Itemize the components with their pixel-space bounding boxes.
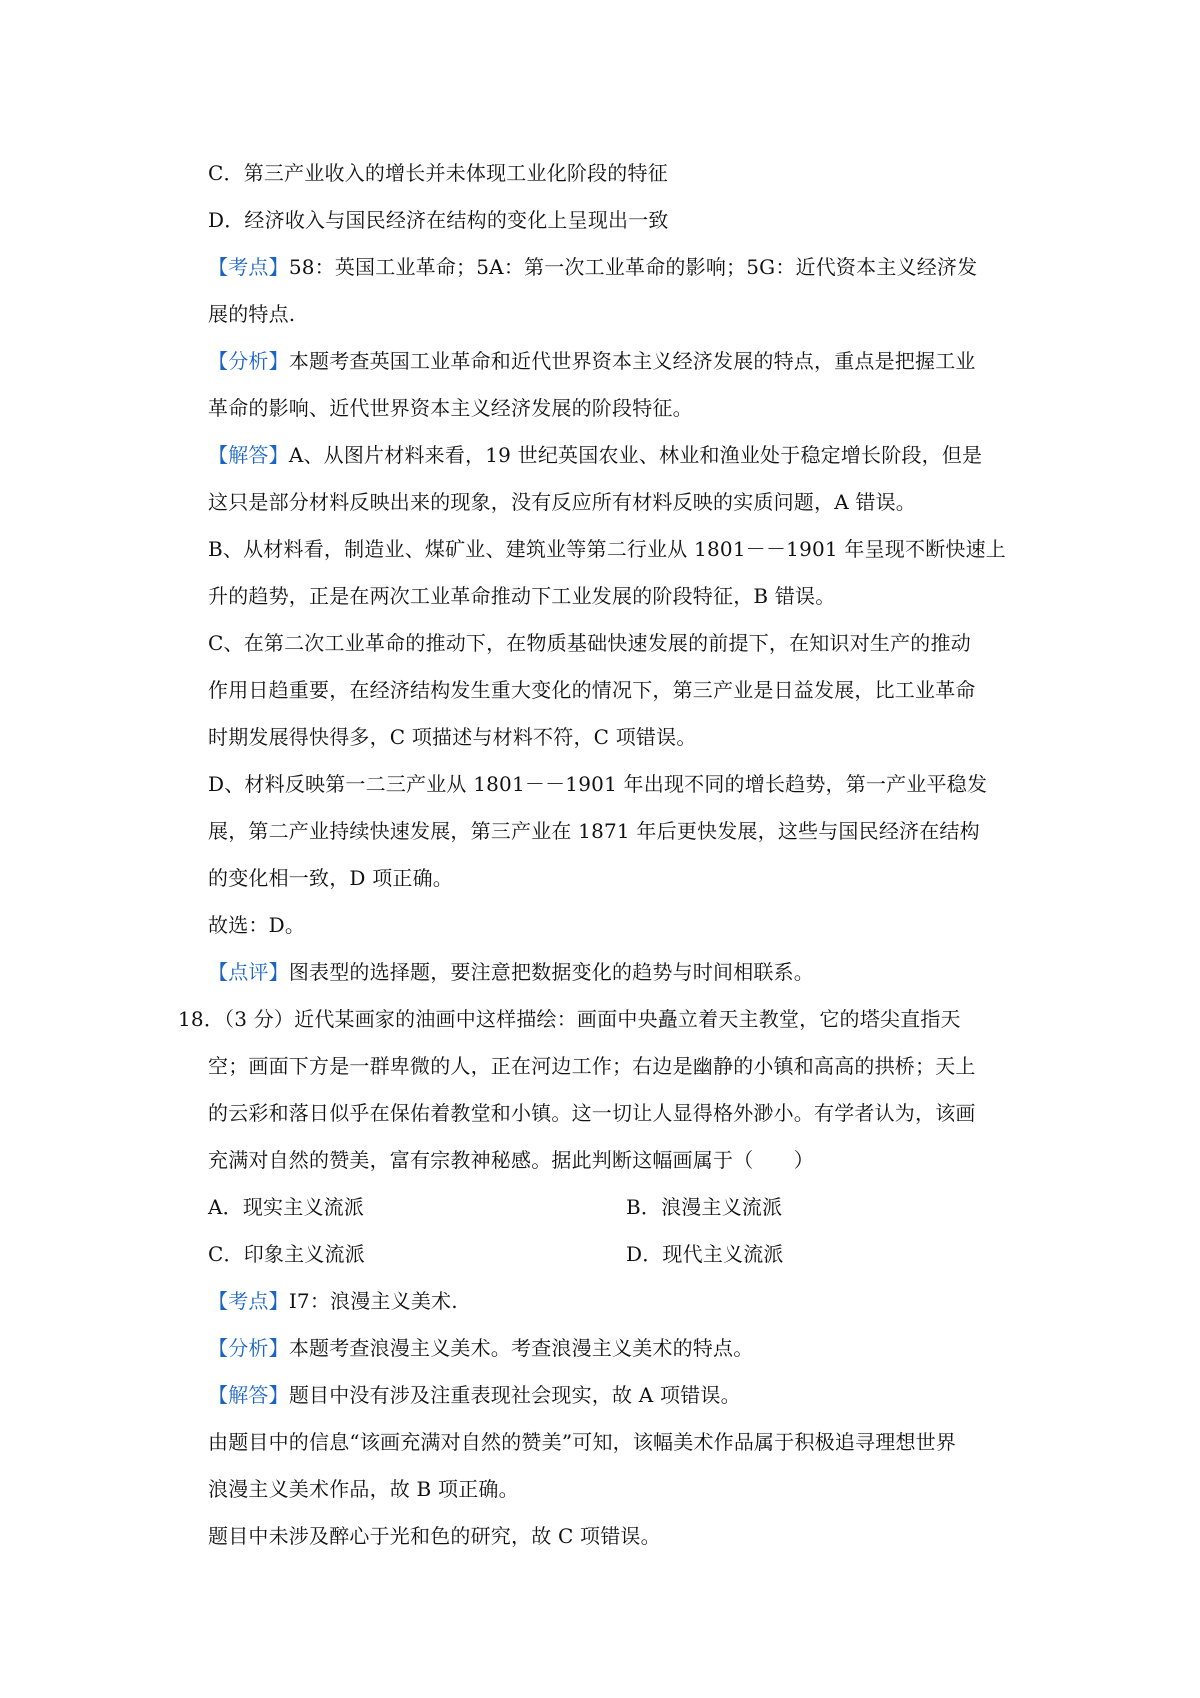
question-18-line-2 [208,1051,1028,1081]
jieda-d-line [208,769,1028,799]
kaodian-line-2 [208,299,1028,329]
jieda-line-2 [208,487,1028,517]
jieda-d-line-2 [208,816,1028,846]
jieda-text-2: 这只是部分材料反映出来的现象，没有反应所有材料反映的实质问题，A 错误。 [208,490,917,514]
question-18-text-4: 充满对自然的赞美，富有宗教神秘感。据此判断这幅画属于（ ） [208,1148,814,1172]
fenxi-tag: 【分析】 [208,349,289,373]
jieda-line [208,440,1028,470]
jieda-c-line [208,628,1028,658]
dianping-text: 图表型的选择题，要注意把数据变化的趋势与时间相联系。 [288,960,815,984]
options-row-2 [208,1239,1028,1269]
kaodian-18-line [208,1286,1028,1316]
jieda-d-text: D、材料反映第一二三产业从 1801－－1901 年出现不同的增长趋势，第一产业平稳发 [208,772,988,796]
fenxi-18-tag: 【分析】 [208,1336,289,1360]
jieda-b-text-2: 升的趋势，正是在两次工业革命推动下工业发展的阶段特征，B 错误。 [208,584,836,608]
fenxi-text-2: 革命的影响、近代世界资本主义经济发展的阶段特征。 [208,396,693,420]
jieda-18-line-3 [208,1474,1028,1504]
jieda-18-text-3: 浪漫主义美术作品，故 B 项正确。 [208,1477,519,1501]
jieda-d-line-3 [208,863,1028,893]
jieda-18-text-2: 由题目中的信息“该画充满对自然的赞美”可知，该幅美术作品属于积极追寻理想世界 [208,1430,957,1454]
fenxi-18-line [208,1333,1028,1363]
jieda-18-text-4: 题目中未涉及醉心于光和色的研究，故 C 项错误。 [208,1524,661,1548]
jieda-b-line [208,534,1028,564]
dianping-tag: 【点评】 [208,960,289,984]
fenxi-text: 本题考查英国工业革命和近代世界资本主义经济发展的特点，重点是把握工业 [288,349,976,373]
jieda-18-tag: 【解答】 [208,1383,289,1407]
jieda-c-text: C、在第二次工业革命的推动下，在物质基础快速发展的前提下，在知识对生产的推动 [208,631,971,655]
fenxi-line [208,346,1028,376]
kaodian-18-tag: 【考点】 [208,1289,289,1313]
option-b: B．浪漫主义流派 [626,1195,783,1219]
option-c-text: C．第三产业收入的增长并未体现工业化阶段的特征 [208,161,668,185]
question-18-text-2: 空；画面下方是一群卑微的人，正在河边工作；右边是幽静的小镇和高高的拱桥；天上 [208,1054,976,1078]
jieda-18-line-4 [208,1521,1028,1551]
jieda-18-line-2 [208,1427,1028,1457]
answer-line [208,910,1028,940]
jieda-c-line-2 [208,675,1028,705]
option-d-text: D．经济收入与国民经济在结构的变化上呈现出一致 [208,208,669,232]
question-18-line-4 [208,1145,1028,1175]
option-a: A．现实主义流派 [208,1195,365,1219]
option-d: D．现代主义流派 [626,1242,784,1266]
option-d-line [208,205,1028,235]
question-18-text: 18．（3 分）近代某画家的油画中这样描绘：画面中央矗立着天主教堂，它的塔尖直指天 [178,1007,961,1031]
jieda-d-text-2: 展，第二产业持续快速发展，第三产业在 1871 年后更快发展，这些与国民经济在结构 [208,819,980,843]
options-row-1 [208,1192,1028,1222]
jieda-text: A、从图片材料来看，19 世纪英国农业、林业和渔业处于稳定增长阶段，但是 [288,443,983,467]
jieda-d-text-3: 的变化相一致，D 项正确。 [208,866,453,890]
kaodian-text-2: 展的特点. [208,302,296,326]
kaodian-18-text: I7：浪漫主义美术. [288,1289,458,1313]
kaodian-tag: 【考点】 [208,255,289,279]
question-18-text-3: 的云彩和落日似乎在保佑着教堂和小镇。这一切让人显得格外渺小。有学者认为，该画 [208,1101,976,1125]
option-c: C．印象主义流派 [208,1242,365,1266]
jieda-c-text-2: 作用日趋重要，在经济结构发生重大变化的情况下，第三产业是日益发展，比工业革命 [208,678,976,702]
dianping-line [208,957,1028,987]
jieda-18-text: 题目中没有涉及注重表现社会现实，故 A 项错误。 [288,1383,741,1407]
jieda-b-text: B、从材料看，制造业、煤矿业、建筑业等第二行业从 1801－－1901 年呈现不断快速上 [208,537,1007,561]
fenxi-18-text: 本题考查浪漫主义美术。考查浪漫主义美术的特点。 [288,1336,754,1360]
jieda-tag: 【解答】 [208,443,289,467]
kaodian-text: 58：英国工业革命；5A：第一次工业革命的影响；5G：近代资本主义经济发 [288,255,978,279]
question-18-line [178,1004,1028,1034]
fenxi-line-2 [208,393,1028,423]
answer-text: 故选：D。 [208,913,306,937]
question-18-line-3 [208,1098,1028,1128]
option-c-line [208,158,1028,188]
jieda-b-line-2 [208,581,1028,611]
jieda-c-line-3 [208,722,1028,752]
jieda-c-text-3: 时期发展得快得多，C 项描述与材料不符，C 项错误。 [208,725,697,749]
kaodian-line [208,252,1028,282]
jieda-18-line [208,1380,1028,1410]
